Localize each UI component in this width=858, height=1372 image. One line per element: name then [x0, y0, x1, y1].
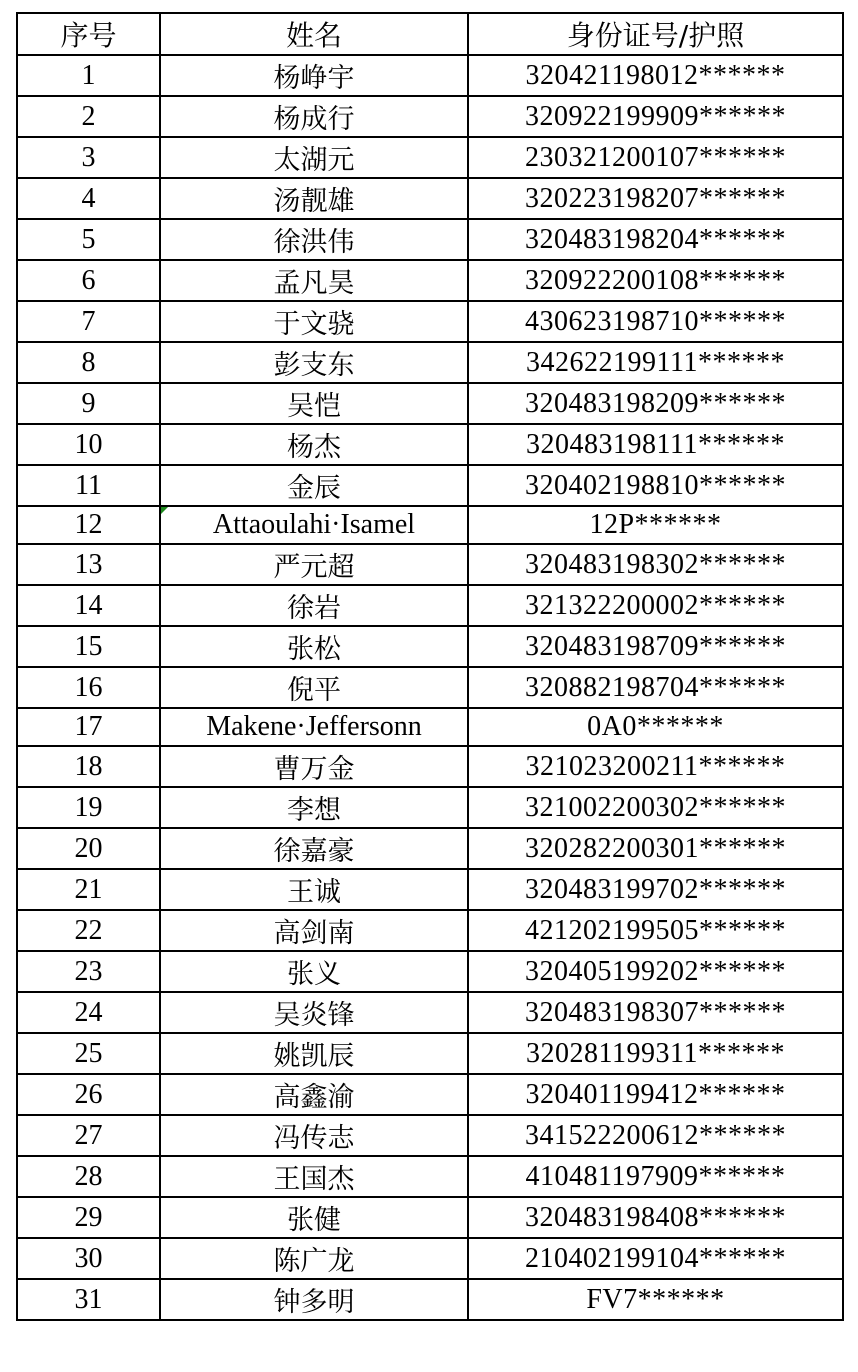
name-cell — [160, 626, 468, 667]
serial-number-cell: 28 — [17, 1156, 160, 1197]
id-passport-cell: 320922200108****** — [468, 260, 843, 301]
name-text: 吴炎锋 — [273, 1000, 355, 1031]
name-cell — [160, 424, 468, 465]
name-text: 彭支东 — [273, 350, 355, 381]
serial-number-cell: 1 — [17, 55, 160, 96]
name-text: 吴恺 — [287, 391, 341, 422]
name-cell — [160, 1033, 468, 1074]
serial-number-cell: 11 — [17, 465, 160, 506]
name-cell — [160, 910, 468, 951]
table-row — [17, 1115, 843, 1156]
name-cell — [160, 260, 468, 301]
name-cell — [160, 708, 468, 746]
name-cell — [160, 1115, 468, 1156]
serial-number-cell: 21 — [17, 869, 160, 910]
name-text: 太湖元 — [273, 145, 355, 176]
header-row — [17, 13, 843, 55]
table-row — [17, 828, 843, 869]
id-passport-cell: 430623198710****** — [468, 301, 843, 342]
name-text: 王诚 — [287, 877, 341, 908]
name-cell — [160, 506, 468, 544]
table-row — [17, 585, 843, 626]
name-cell — [160, 585, 468, 626]
name-cell — [160, 465, 468, 506]
table-header — [17, 13, 843, 55]
name-text: 钟多明 — [273, 1287, 355, 1318]
name-cell — [160, 544, 468, 585]
table-row — [17, 1156, 843, 1197]
serial-number-cell: 17 — [17, 708, 160, 746]
name-text: 徐岩 — [287, 593, 341, 624]
table-row — [17, 992, 843, 1033]
header-id-passport: 身份证号/护照 — [468, 13, 843, 55]
name-cell — [160, 667, 468, 708]
serial-number-cell: 8 — [17, 342, 160, 383]
serial-number-cell: 24 — [17, 992, 160, 1033]
table-row — [17, 506, 843, 544]
name-text: 汤靓雄 — [273, 186, 355, 217]
id-passport-cell: 320405199202****** — [468, 951, 843, 992]
id-passport-cell: 341522200612****** — [468, 1115, 843, 1156]
id-passport-cell: 320281199311****** — [468, 1033, 843, 1074]
name-text: 高鑫渝 — [273, 1082, 355, 1113]
roster-table — [16, 12, 844, 1321]
cell-comment-marker — [161, 507, 168, 514]
name-text: 杨杰 — [287, 432, 341, 463]
name-cell — [160, 178, 468, 219]
id-passport-cell: 230321200107****** — [468, 137, 843, 178]
serial-number-cell: 9 — [17, 383, 160, 424]
id-passport-cell: 410481197909****** — [468, 1156, 843, 1197]
id-passport-cell: 0A0****** — [468, 708, 843, 746]
name-text: 金辰 — [287, 473, 341, 504]
name-cell — [160, 301, 468, 342]
id-passport-cell: 421202199505****** — [468, 910, 843, 951]
id-passport-cell: 320483198709****** — [468, 626, 843, 667]
id-passport-cell: 320223198207****** — [468, 178, 843, 219]
id-passport-cell: 320401199412****** — [468, 1074, 843, 1115]
name-text: 冯传志 — [273, 1123, 355, 1154]
table-body — [17, 55, 843, 1320]
name-text: 张松 — [287, 634, 341, 665]
id-passport-cell: 342622199111****** — [468, 342, 843, 383]
name-cell — [160, 869, 468, 910]
id-passport-cell: 320483198204****** — [468, 219, 843, 260]
name-cell — [160, 746, 468, 787]
table-row — [17, 869, 843, 910]
name-cell — [160, 1074, 468, 1115]
serial-number-cell: 12 — [17, 506, 160, 544]
name-cell — [160, 1238, 468, 1279]
id-passport-cell: 210402199104****** — [468, 1238, 843, 1279]
serial-number-cell: 6 — [17, 260, 160, 301]
serial-number-cell: 16 — [17, 667, 160, 708]
id-passport-cell: 320421198012****** — [468, 55, 843, 96]
id-passport-cell: 321002200302****** — [468, 787, 843, 828]
table-row — [17, 1033, 843, 1074]
name-text: 张义 — [287, 959, 341, 990]
table-row — [17, 1197, 843, 1238]
name-text: 徐嘉豪 — [273, 836, 355, 867]
name-text: 曹万金 — [273, 754, 355, 785]
serial-number-cell: 3 — [17, 137, 160, 178]
table-row — [17, 424, 843, 465]
table-row — [17, 667, 843, 708]
serial-number-cell: 15 — [17, 626, 160, 667]
name-cell — [160, 342, 468, 383]
name-cell — [160, 137, 468, 178]
id-passport-cell: 320483198111****** — [468, 424, 843, 465]
id-passport-cell: 320483198302****** — [468, 544, 843, 585]
name-cell — [160, 1197, 468, 1238]
table-row — [17, 626, 843, 667]
serial-number-cell: 19 — [17, 787, 160, 828]
name-text: Makene·Jeffersonn — [206, 711, 422, 742]
serial-number-cell: 5 — [17, 219, 160, 260]
name-text: 倪平 — [287, 675, 341, 706]
table-row — [17, 910, 843, 951]
name-text: 孟凡昊 — [273, 268, 355, 299]
table-row — [17, 178, 843, 219]
id-passport-cell: 320922199909****** — [468, 96, 843, 137]
table-row — [17, 383, 843, 424]
serial-number-cell: 10 — [17, 424, 160, 465]
serial-number-cell: 4 — [17, 178, 160, 219]
serial-number-cell: 14 — [17, 585, 160, 626]
serial-number-cell: 20 — [17, 828, 160, 869]
table-row — [17, 708, 843, 746]
table-row — [17, 301, 843, 342]
serial-number-cell: 2 — [17, 96, 160, 137]
id-passport-cell: 320483199702****** — [468, 869, 843, 910]
name-text: 杨成行 — [273, 104, 355, 135]
name-text: 姚凯辰 — [273, 1041, 355, 1072]
serial-number-cell: 25 — [17, 1033, 160, 1074]
serial-number-cell: 18 — [17, 746, 160, 787]
name-cell — [160, 55, 468, 96]
table-row — [17, 55, 843, 96]
serial-number-cell: 29 — [17, 1197, 160, 1238]
name-cell — [160, 951, 468, 992]
name-text: 高剑南 — [273, 918, 355, 949]
id-passport-cell: 320282200301****** — [468, 828, 843, 869]
name-text: Attaoulahi·Isamel — [212, 509, 416, 540]
id-passport-cell: 320483198307****** — [468, 992, 843, 1033]
serial-number-cell: 26 — [17, 1074, 160, 1115]
name-text: 徐洪伟 — [273, 227, 355, 258]
id-passport-cell: 320483198209****** — [468, 383, 843, 424]
serial-number-cell: 30 — [17, 1238, 160, 1279]
name-cell — [160, 828, 468, 869]
serial-number-cell: 7 — [17, 301, 160, 342]
name-text: 严元超 — [273, 552, 355, 583]
name-cell — [160, 1279, 468, 1320]
name-cell — [160, 992, 468, 1033]
table-row — [17, 787, 843, 828]
name-cell — [160, 1156, 468, 1197]
name-text: 王国杰 — [273, 1164, 355, 1195]
table-row — [17, 1279, 843, 1320]
header-name: 姓名 — [160, 13, 468, 55]
table-row — [17, 746, 843, 787]
table-row — [17, 951, 843, 992]
header-serial-number: 序号 — [17, 13, 160, 55]
id-passport-cell: FV7****** — [468, 1279, 843, 1320]
serial-number-cell: 31 — [17, 1279, 160, 1320]
table-row — [17, 544, 843, 585]
table-row — [17, 1074, 843, 1115]
table-row — [17, 260, 843, 301]
name-text: 张健 — [287, 1205, 341, 1236]
serial-number-cell: 13 — [17, 544, 160, 585]
name-cell — [160, 787, 468, 828]
table-row — [17, 219, 843, 260]
name-cell — [160, 219, 468, 260]
name-cell — [160, 96, 468, 137]
name-text: 杨峥宇 — [273, 63, 355, 94]
name-text: 李想 — [287, 795, 341, 826]
id-passport-cell: 12P****** — [468, 506, 843, 544]
table-row — [17, 1238, 843, 1279]
id-passport-cell: 320882198704****** — [468, 667, 843, 708]
id-passport-cell: 320402198810****** — [468, 465, 843, 506]
id-passport-cell: 321023200211****** — [468, 746, 843, 787]
serial-number-cell: 23 — [17, 951, 160, 992]
id-passport-cell: 321322200002****** — [468, 585, 843, 626]
serial-number-cell: 22 — [17, 910, 160, 951]
table-row — [17, 465, 843, 506]
table-row — [17, 137, 843, 178]
table-row — [17, 96, 843, 137]
id-passport-cell: 320483198408****** — [468, 1197, 843, 1238]
name-cell — [160, 383, 468, 424]
serial-number-cell: 27 — [17, 1115, 160, 1156]
name-text: 陈广龙 — [273, 1246, 355, 1277]
name-text: 于文骁 — [273, 309, 355, 340]
table-row — [17, 342, 843, 383]
